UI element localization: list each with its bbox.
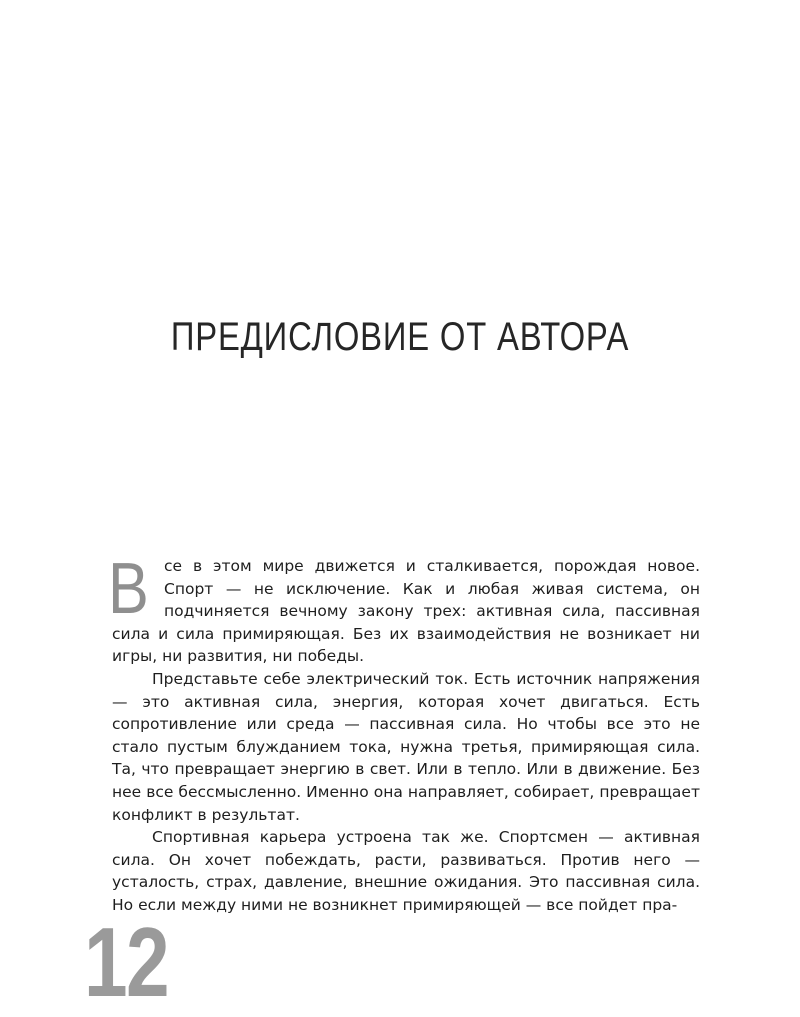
body-text	[108, 549, 700, 917]
paragraph-2: Представьте себе электрический ток. Есть источник напряжения — это активная сила, энергия, которая хочет двигаться. Есть сопротивление или среда — пассивная сила. Но чтобы все это не стало пустым блужданием тока, нужна третья, примиряющая сила. Та, что превращает энергию в свет. Или в тепло. Или в движение. Без нее все бессмысленно. Именно она направляет, собирает, превращает конфликт в результат.	[112, 669, 700, 824]
chapter-title: ПРЕДИСЛОВИЕ ОТ АВТОРА	[170, 315, 630, 359]
drop-cap: В	[108, 549, 149, 629]
paragraph-1-text: се в этом мире движется и сталкивается, порождая новое. Спорт — не исключение. Как и любая живая система, он подчиняется вечному закону трех: активная сила, пассивная сила и сила примиряющая. Без их взаимодействия не возникает ни игры, ни развития, ни победы.	[112, 557, 700, 666]
page-number: 12	[84, 907, 169, 1017]
paragraph-3: Спортивная карьера устроена так же. Спортсмен — активная сила. Он хочет побеждать, расти, развиваться. Против него — усталость, страх, давление, внешние ожидания. Это пассивная сила. Но если между ними не возникнет примиряющей — все пойдет пра-	[112, 828, 700, 914]
paragraph-1	[108, 549, 700, 668]
